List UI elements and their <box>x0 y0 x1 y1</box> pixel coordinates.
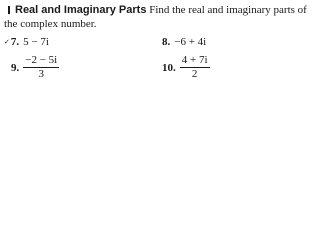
exercise-expression: −6 + 4i <box>174 36 207 48</box>
exercise-number: 7. <box>10 36 20 48</box>
exercise-number: 8. <box>162 36 171 48</box>
exercise-number: 9. <box>11 61 20 74</box>
exercise-8 <box>162 35 206 49</box>
checkmark-icon: ✓ <box>4 39 10 46</box>
exercise-7 <box>4 35 49 50</box>
fraction <box>180 54 210 81</box>
fraction-denominator: 3 <box>38 68 44 80</box>
exercise-number: 10. <box>162 61 176 74</box>
exercise-expression: 5 − 7i <box>23 36 49 48</box>
section-title: Real and Imaginary Parts <box>15 4 147 16</box>
section-bullet-icon <box>8 6 10 14</box>
section-header <box>4 3 310 31</box>
exercise-10 <box>162 54 210 81</box>
fraction-denominator: 2 <box>191 68 198 80</box>
fraction-numerator: −2 − 5i <box>25 54 58 66</box>
section-instructions: Find the real and imaginary parts of the complex number. <box>4 4 307 30</box>
fraction-numerator: 4 + 7i <box>181 54 208 66</box>
fraction <box>23 54 59 81</box>
exercise-9 <box>11 54 59 81</box>
